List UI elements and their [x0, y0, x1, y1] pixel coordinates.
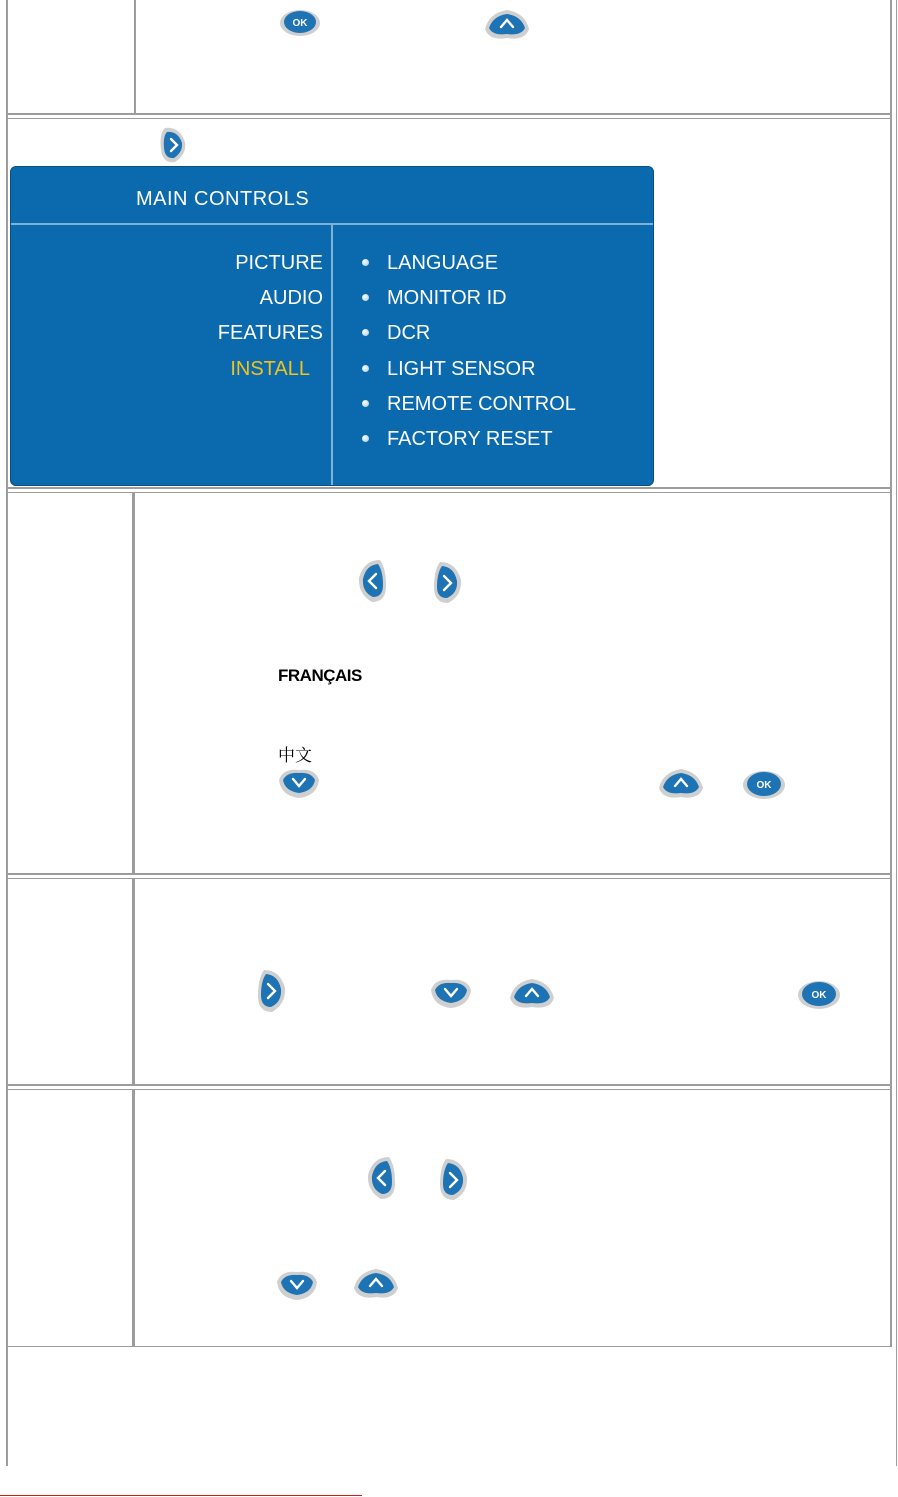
osd-divider-vertical	[331, 225, 333, 485]
osd-submenu-remote-control[interactable]: REMOTE CONTROL	[387, 393, 576, 415]
row3-col-divider	[132, 492, 135, 874]
osd-menu-audio[interactable]: AUDIO	[259, 287, 323, 309]
row2-bottom-border	[6, 487, 892, 489]
footer-divider	[0, 1495, 362, 1496]
right-arrow-button-icon	[434, 1155, 474, 1203]
ok-button-icon	[278, 7, 322, 37]
down-arrow-button-icon	[427, 974, 475, 1012]
language-option-francais: FRANÇAIS	[278, 666, 362, 685]
osd-submenu-light-sensor[interactable]: LIGHT SENSOR	[387, 358, 536, 380]
bullet-icon	[362, 329, 369, 336]
osd-menu-install[interactable]: INSTALL	[230, 358, 310, 380]
row3-top-border	[6, 492, 892, 493]
right-arrow-button-icon	[157, 124, 191, 166]
row4-col-divider	[132, 878, 135, 1085]
left-arrow-button-icon	[354, 556, 390, 606]
ok-button-icon	[741, 768, 787, 800]
svg-text:OK: OK	[292, 18, 308, 29]
row3-bottom-border	[6, 873, 892, 875]
row4-bottom-border	[6, 1084, 892, 1086]
down-arrow-button-icon	[273, 1266, 321, 1304]
row2-top-border	[6, 118, 892, 119]
osd-submenu-dcr[interactable]: DCR	[387, 322, 431, 344]
page-border-right	[896, 0, 897, 1466]
osd-menu-features[interactable]: FEATURES	[217, 322, 323, 344]
row5-col-divider	[132, 1089, 135, 1347]
svg-text:OK: OK	[756, 780, 772, 791]
up-arrow-button-icon	[481, 5, 533, 43]
osd-title: MAIN CONTROLS	[136, 188, 310, 210]
row1-bottom-border	[6, 113, 892, 115]
bullet-icon	[362, 400, 369, 407]
bullet-icon	[362, 294, 369, 301]
bullet-icon	[362, 435, 369, 442]
osd-menu-picture[interactable]: PICTURE	[235, 252, 323, 274]
up-arrow-button-icon	[506, 974, 558, 1012]
ok-button-icon	[796, 978, 842, 1010]
left-arrow-button-icon	[360, 1153, 402, 1203]
right-arrow-button-icon	[254, 966, 290, 1016]
table-border-left	[6, 0, 8, 1466]
svg-text:OK: OK	[811, 990, 827, 1001]
table-border-right	[890, 0, 892, 1346]
up-arrow-button-icon	[350, 1262, 402, 1304]
osd-submenu-language[interactable]: LANGUAGE	[387, 252, 499, 274]
language-option-chinese: 中文	[278, 746, 312, 765]
bullet-icon	[362, 365, 369, 372]
osd-main-controls-menu	[10, 166, 654, 486]
row4-top-border	[6, 878, 892, 879]
osd-submenu-monitor-id[interactable]: MONITOR ID	[387, 287, 507, 309]
up-arrow-button-icon	[655, 764, 707, 802]
row1-col-divider	[134, 0, 136, 114]
bullet-icon	[362, 259, 369, 266]
osd-submenu-factory-reset[interactable]: FACTORY RESET	[387, 428, 553, 450]
row5-bottom-border	[6, 1346, 892, 1347]
down-arrow-button-icon	[275, 764, 323, 802]
row5-top-border	[6, 1089, 892, 1090]
right-arrow-button-icon	[430, 558, 466, 606]
